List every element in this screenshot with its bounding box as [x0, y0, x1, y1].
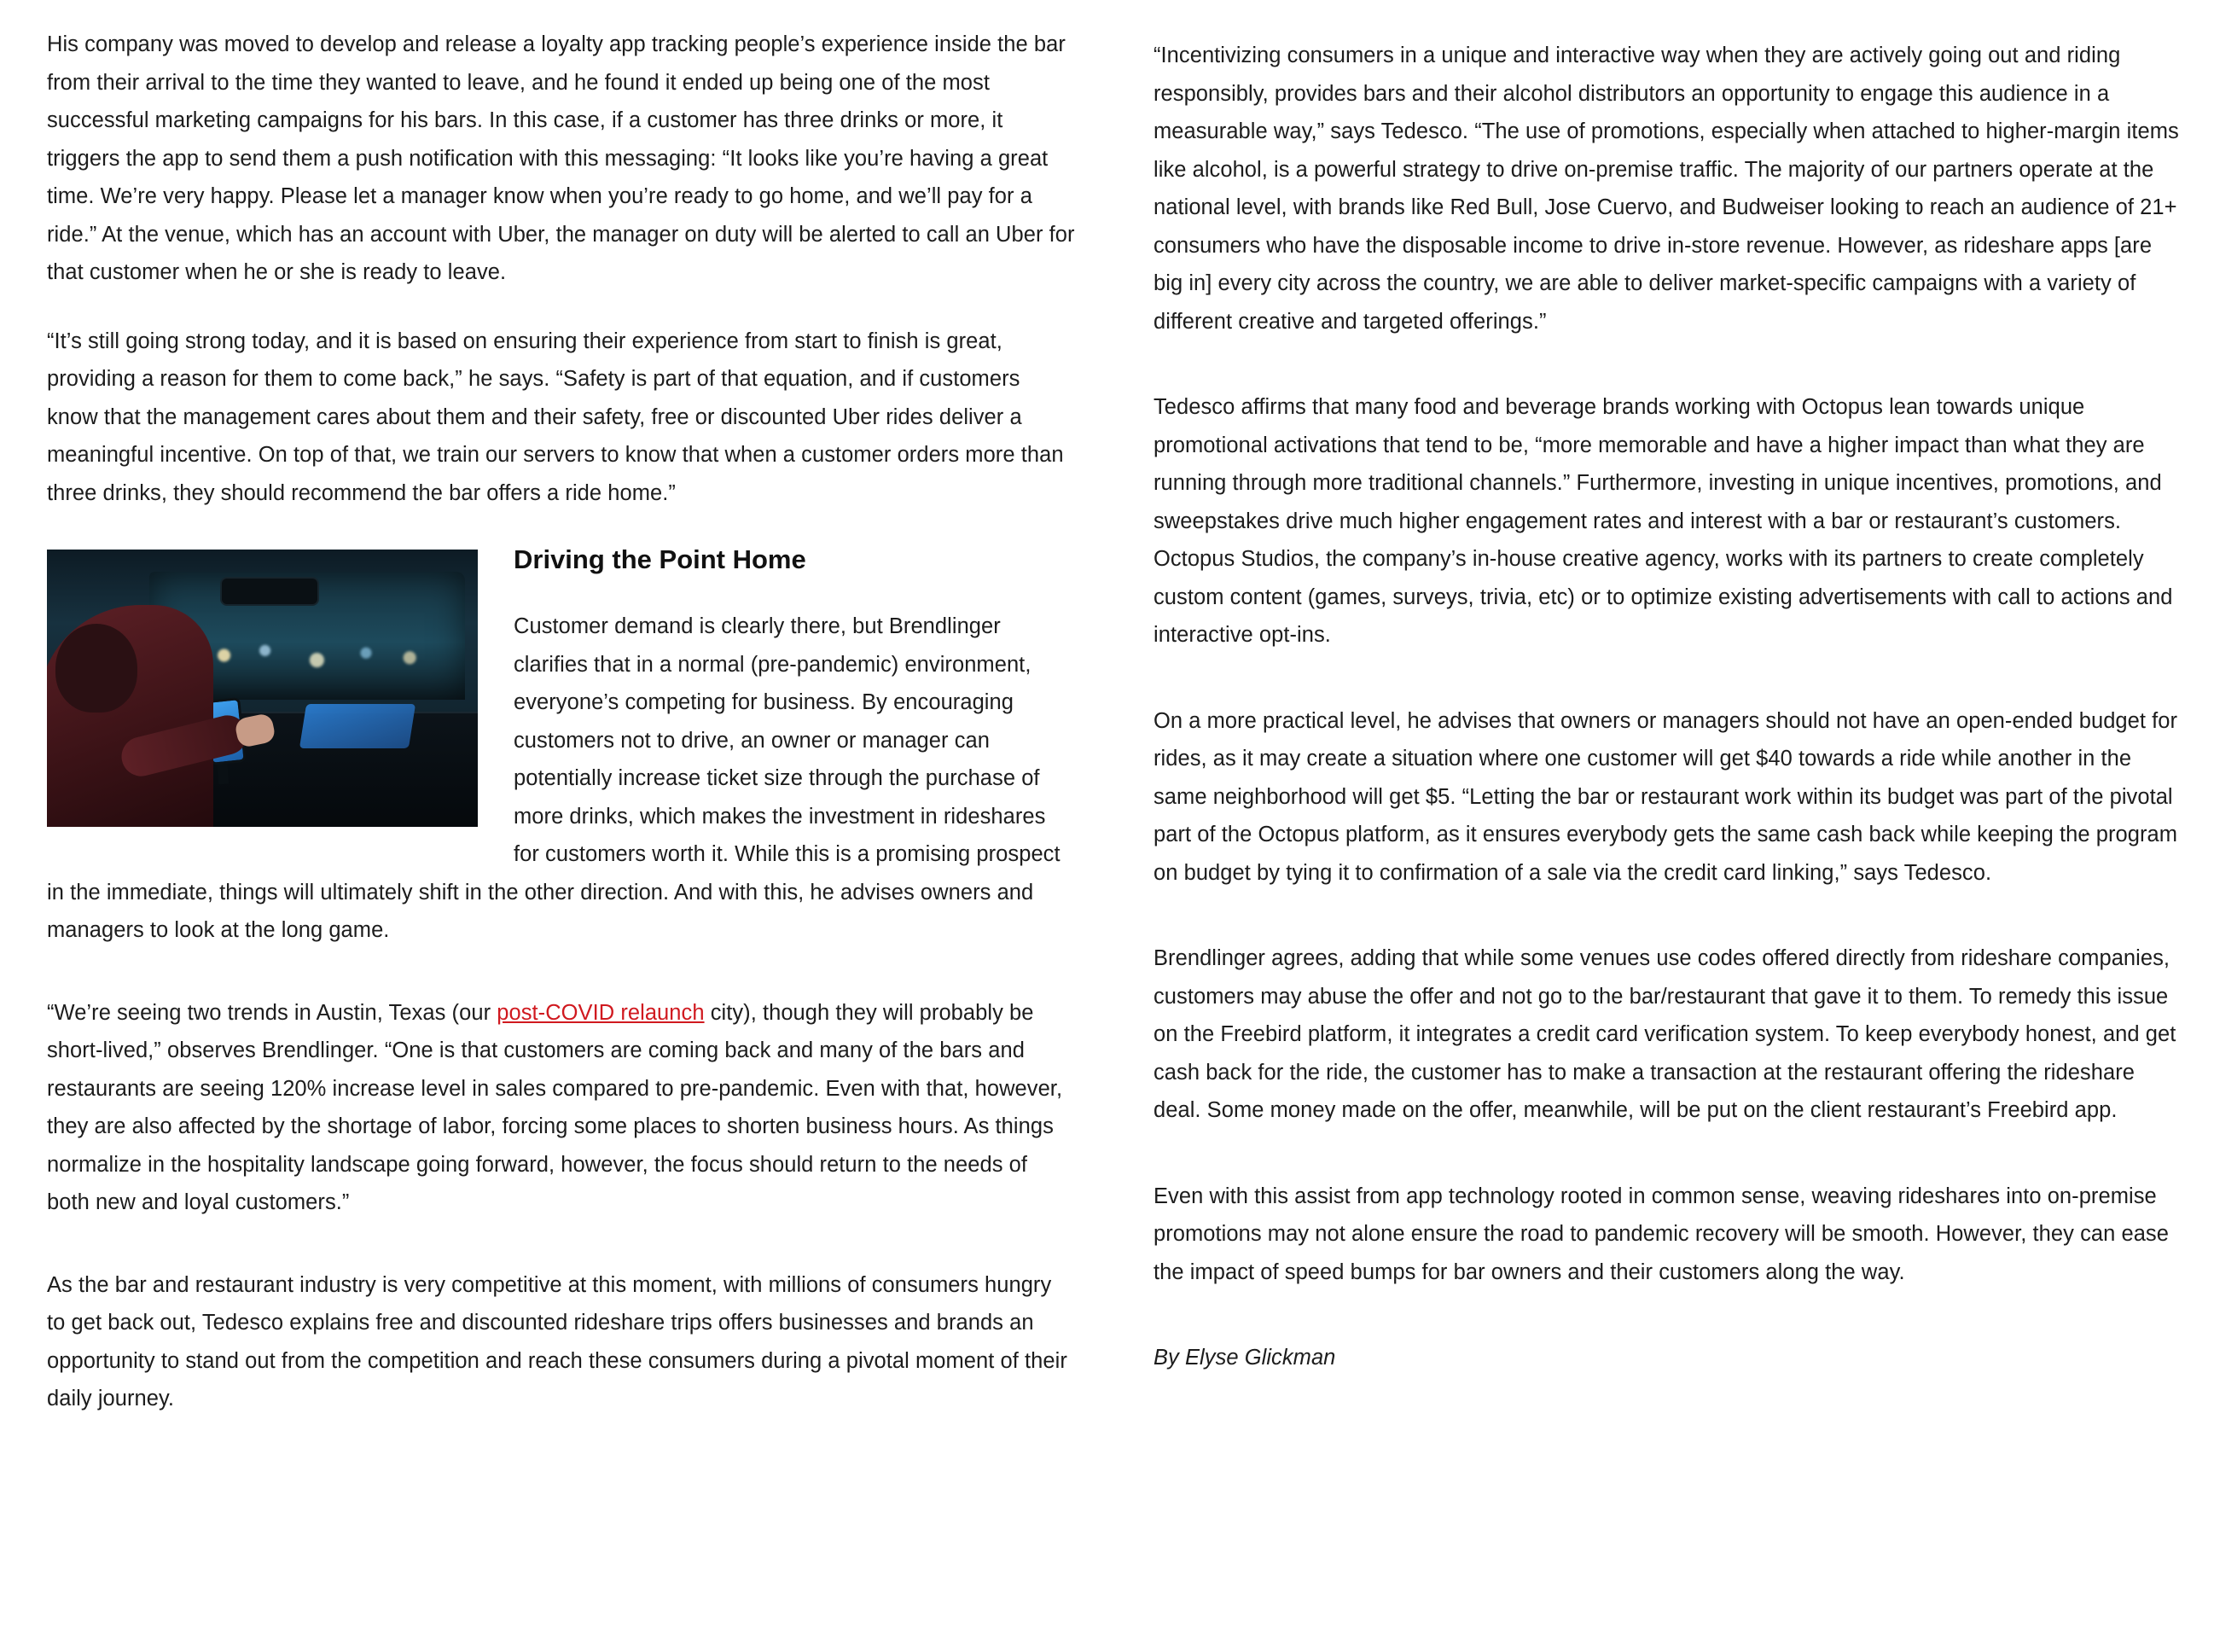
driver-silhouette	[47, 605, 213, 827]
paragraph: Even with this assist from app technology rooted in common sense, weaving rideshares into on-premise promotions may not alone ensure the road to pandemic recovery will be smooth. However, they can ease the impact of speed bumps for bar owners and their customers along the way.	[1153, 1184, 2169, 1284]
paragraph: Tedesco affirms that many food and beverage brands working with Octopus lean towards unique promotional activations that tend to be, “more memorable and have a higher impact than what they are running through more traditional channels.” Furthermore, investing in unique incentives, promotions, and sweepstakes drive much higher engagement rates and interest with a bar or restaurant’s customers. Octopus Studios, the company’s in-house creative agency, works with its partners to create completely custom content (games, surveys, trivia, etc) or to optimize existing advertisements with call to actions and interactive opt-ins.	[1153, 395, 2173, 647]
driver-head	[55, 624, 137, 713]
quote-suffix: city), though they will probably be short-lived,” observes Brendlinger. “One is that customers are coming back and many of the bars and restaurants are seeing 120% increase level in sales compared to pre-pandemic. Even with that, however, they are also affected by the shortage of labor, forcing some places to shorten business hours. As things normalize in the hospitality landscape going forward, however, the focus should return to the needs of both new and loyal customers.”	[47, 1000, 1063, 1214]
figure-with-text	[47, 543, 1075, 950]
quote-paragraph	[47, 994, 1075, 1222]
city-lights	[175, 631, 448, 679]
rearview-mirror-icon	[222, 579, 317, 604]
section-heading: Driving the Point Home	[514, 544, 806, 574]
wrapped-paragraph: Customer demand is clearly there, but Brendlinger clarifies that in a normal (pre-pandemic) environment, everyone’s competing for business. By encouraging customers not to drive, an owner or manager can potentially increase ticket size through the purchase of more drinks, which makes the investment in rideshares for customers worth it. While this is a promising prospect in the immediate, things will ultimately shift in the other direction. And with this, he advises owners and managers to look at the long game.	[47, 614, 1061, 942]
infotainment-screen	[299, 704, 415, 748]
paragraph: “Incentivizing consumers in a unique and interactive way when they are actively going out and riding responsibly, provides bars and their alcohol distributors an opportunity to engage this audience in a measurable way,” says Tedesco. “The use of promotions, especially when attached to higher-margin items like alcohol, is a powerful strategy to drive on-premise traffic. The majority of our partners operate at the national level, with brands like Red Bull, Jose Cuervo, and Budweiser looking to reach an audience of 21+ consumers who have the disposable income to drive in-store revenue. However, as rideshare apps [are big in] every city across the country, we are able to deliver market-specific campaigns with a variety of different creative and targeted offerings.”	[1153, 44, 2179, 334]
paragraph: As the bar and restaurant industry is very competitive at this moment, with millions of consumers hungry to get back out, Tedesco explains free and discounted rideshare trips offers businesses and brands an opportunity to stand out from the competition and reach these consumers during a pivotal moment of their daily journey.	[47, 1272, 1067, 1411]
byline: By Elyse Glickman	[1153, 1346, 1336, 1370]
right-column	[1153, 26, 2182, 1652]
paragraph: “It’s still going strong today, and it is based on ensuring their experience from start to finish is great, providing a reason for them to come back,” he says. “Safety is part of that equation, and if customers know that the management cares about them and their safety, free or discounted Uber rides deliver a meaningful incentive. On top of that, we train our servers to know that when a customer orders more than three drinks, they should recommend the bar offers a ride home.”	[47, 329, 1064, 505]
paragraph: Brendlinger agrees, adding that while some venues use codes offered directly from rideshare companies, customers may abuse the offer and not go to the bar/restaurant that gave it to them. To remedy this issue on the Freebird platform, it integrates a credit card verification system. To keep everybody honest, and get cash back for the ride, the customer has to make a transaction at the restaurant offering the rideshare deal. Some money made on the offer, meanwhile, will be put on the client restaurant’s Freebird app.	[1153, 946, 2176, 1122]
paragraph: On a more practical level, he advises that owners or managers should not have an open-ended budget for rides, as it may create a situation where one customer will get $40 towards a ride while another in the same neighborhood will get $5. “Letting the bar or restaurant work within its budget was part of the pivotal part of the Octopus platform, as it ensures everybody gets the same cash back while keeping the program on budget by tying it to confirmation of a sale via the credit card linking,” says Tedesco.	[1153, 708, 2178, 885]
car-interior-photo	[47, 550, 478, 827]
left-column	[47, 26, 1075, 1652]
quote-prefix: “We’re seeing two trends in Austin, Texas (our	[47, 1000, 497, 1025]
post-covid-relaunch-link[interactable]: post-COVID relaunch	[497, 1000, 705, 1025]
paragraph: His company was moved to develop and release a loyalty app tracking people’s experience inside the bar from their arrival to the time they wanted to leave, and he found it ended up being one of the most successful marketing campaigns for his bars. In this case, if a customer has three drinks or more, it triggers the app to send them a push notification with this messaging: “It looks like you’re having a great time. We’re very happy. Please let a manager know when you’re ready to go home, and we’ll pay for a ride.” At the venue, which has an account with Uber, the manager on duty will be alerted to call an Uber for that customer when he or she is ready to leave.	[47, 32, 1075, 284]
